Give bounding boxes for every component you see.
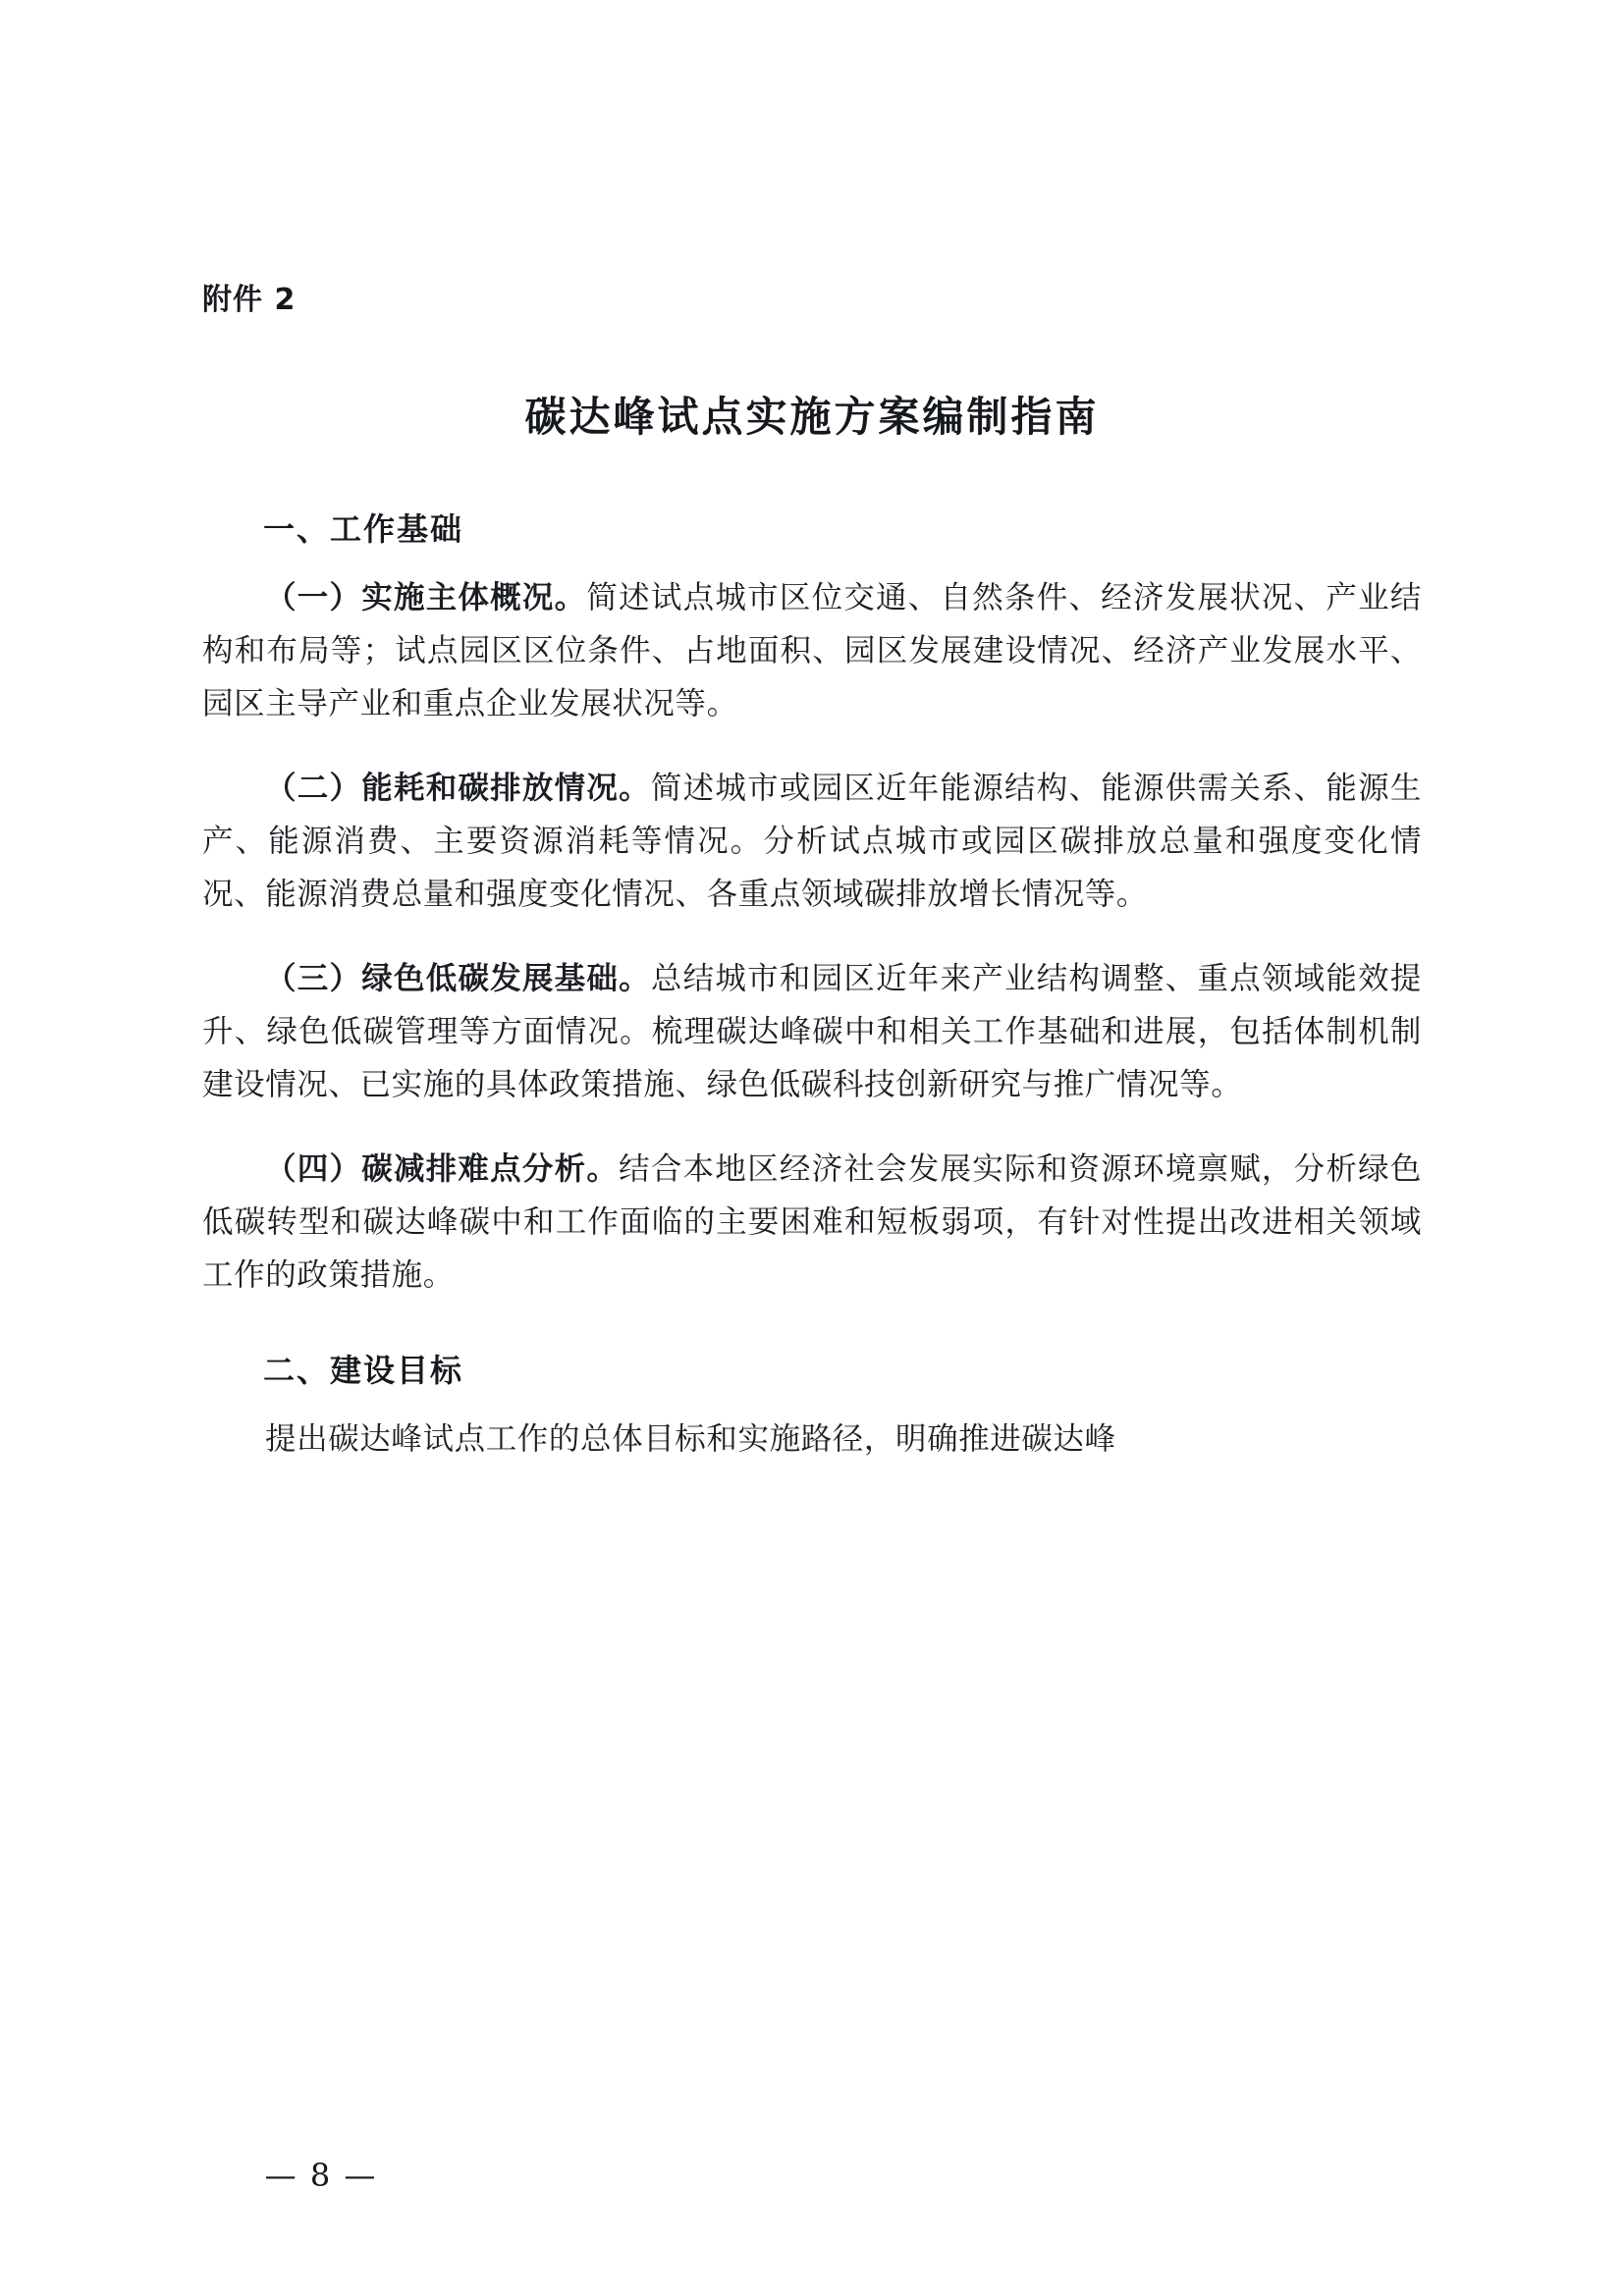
- page-number-text: — 8 —: [264, 2157, 378, 2194]
- paragraph-body: 总结城市和园区近年来产业结构调整、重点领域能效提升、绿色低碳管理等方面情况。梳理碳达峰碳中和相关工作基础和进展，包括体制机制建设情况、已实施的具体政策措施、绿色低碳科技创新研究与推广情况等。: [202, 961, 1423, 1103]
- paragraph-body: 提出碳达峰试点工作的总体目标和实施路径，明确推进碳达峰: [265, 1420, 1116, 1457]
- paragraph: [202, 1413, 1422, 1466]
- page-title: 碳达峰试点实施方案编制指南: [524, 393, 1100, 441]
- page-content: [202, 275, 1422, 1496]
- page-number: [0, 2157, 1624, 2194]
- paragraph-body: 结合本地区经济社会发展实际和资源环境禀赋，分析绿色低碳转型和碳达峰碳中和工作面临的主要困难和短板弱项，有针对性提出改进相关领域工作的政策措施。: [202, 1151, 1422, 1294]
- paragraph-lead: （三）绿色低碳发展基础。: [265, 960, 651, 997]
- paragraph: [202, 762, 1422, 922]
- paragraph-body: 简述城市或园区近年能源结构、能源供需关系、能源生产、能源消费、主要资源消耗等情况。分析试点城市或园区碳排放总量和强度变化情况、能源消费总量和强度变化情况、各重点领域碳排放增长情况等。: [202, 771, 1423, 913]
- attachment-label: 附件 2: [202, 283, 297, 317]
- section-heading-construction-goals: 二、建设目标: [263, 1351, 464, 1389]
- paragraph-lead: （四）碳减排难点分析。: [265, 1150, 620, 1188]
- paragraph-lead: （一）实施主体概况。: [265, 579, 587, 615]
- paragraph-lead: （二）能耗和碳排放情况。: [265, 770, 651, 807]
- paragraph-body: 简述试点城市区位交通、自然条件、经济发展状况、产业结构和布局等；试点园区区位条件、占地面积、园区发展建设情况、经济产业发展水平、园区主导产业和重点企业发展状况等。: [202, 580, 1422, 722]
- section-heading-work-basis: 一、工作基础: [263, 510, 464, 548]
- paragraph: [202, 952, 1422, 1112]
- paragraph: [202, 571, 1422, 731]
- paragraph: [202, 1143, 1422, 1303]
